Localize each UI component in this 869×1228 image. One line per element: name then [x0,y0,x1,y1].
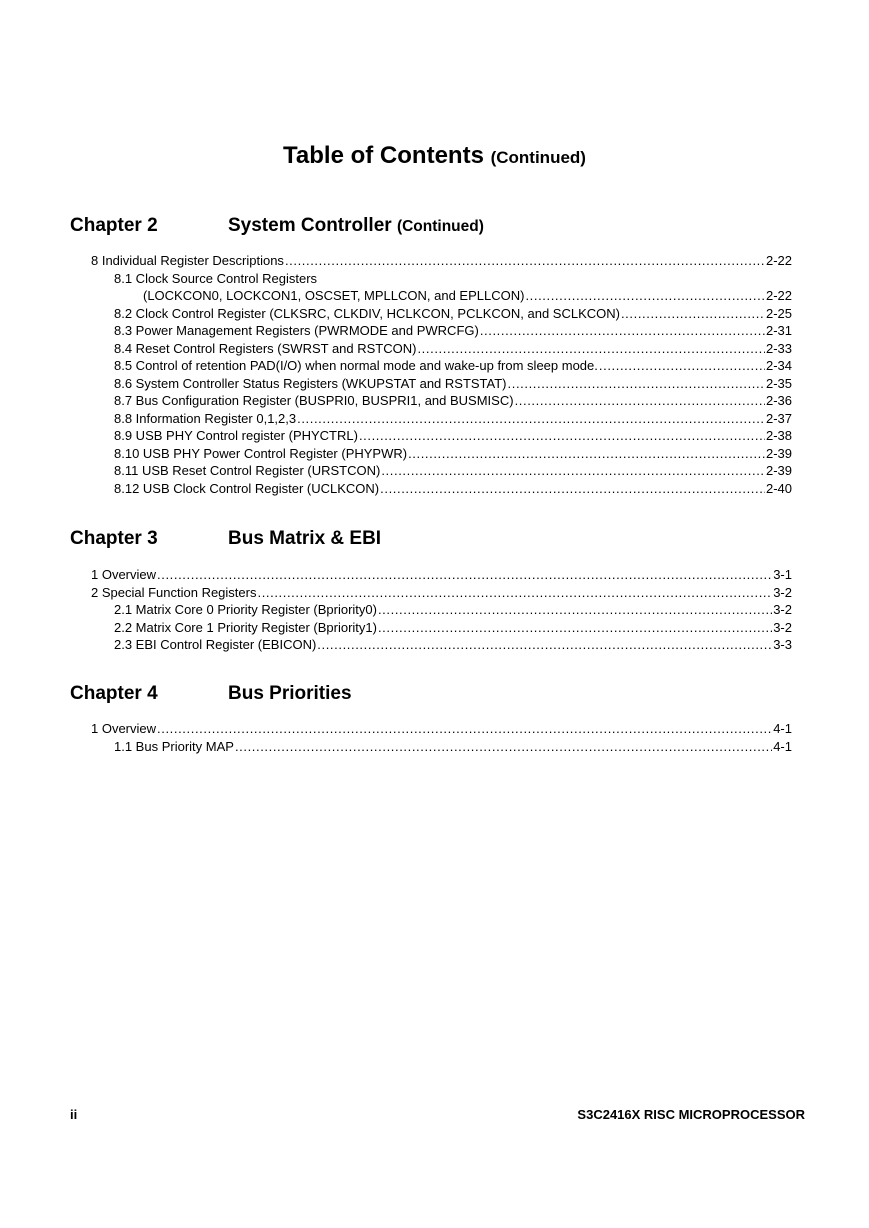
toc-entry-page: 2-39 [765,445,792,461]
toc-entry-text: 1.1 Bus Priority MAP [114,738,234,754]
toc-leader-dots [599,357,765,375]
toc-entry-page: 2-35 [765,375,792,391]
toc-leader-dots [381,462,765,480]
toc-entry[interactable] [91,305,792,323]
toc-entry-page: 2-33 [765,340,792,356]
toc-entry[interactable] [91,738,792,756]
toc-entry[interactable] [91,357,792,375]
chapter-title-sub: (Continued) [396,218,484,235]
toc-entry-text: 8.5 Control of retention PAD(I/O) when normal mode and wake-up from sleep mode. [114,358,598,373]
toc-entry[interactable] [91,445,792,463]
toc-leader-dots [378,619,772,637]
toc-entry-page: 3-2 [773,584,792,600]
toc-entry-page: 4-1 [773,721,792,736]
toc-entry-page: 2-36 [765,393,792,408]
chapter-4-toc [91,720,792,755]
toc-leader-dots [417,340,765,358]
toc-entry-page: 2-22 [765,253,792,268]
toc-entry-text: (LOCKCON0, LOCKCON1, OSCSET, MPLLCON, and EPLLCON) [143,288,525,303]
toc-entry[interactable] [91,720,792,738]
toc-leader-dots [515,392,765,410]
toc-entry[interactable] [91,566,792,584]
toc-entry[interactable] [91,584,792,602]
toc-leader-dots [157,566,772,584]
toc-entry-text: 8 Individual Register Descriptions [91,253,284,268]
toc-entry-text: 8.4 Reset Control Registers (SWRST and RSTCON) [114,340,417,356]
toc-entry-text: 8.11 USB Reset Control Register (URSTCON) [114,463,381,478]
toc-entry[interactable] [91,340,792,358]
toc-entry-page: 3-3 [773,637,792,652]
toc-entry-text: 2.2 Matrix Core 1 Priority Register (Bpriority1) [114,619,377,635]
toc-entry[interactable] [91,322,792,340]
toc-entry-text: 1 Overview [91,721,157,736]
toc-entry-page: 3-2 [773,619,792,635]
toc-entry-text: 8.8 Information Register 0,1,2,3 [114,410,297,426]
toc-entry-text: 2 Special Function Registers [91,584,257,600]
toc-entry-page: 2-37 [765,410,792,426]
page-title-sub: (Continued) [490,148,586,167]
chapter-number: Chapter 4 [70,683,158,704]
chapter-2-toc [91,252,792,497]
toc-leader-dots [285,252,765,270]
toc-entry[interactable] [91,287,792,305]
toc-leader-dots [359,427,765,445]
toc-entry-text: 8.1 Clock Source Control Registers [114,270,318,286]
toc-entry-page: 3-2 [773,602,792,617]
toc-leader-dots [525,287,765,305]
toc-entry-page: 2-22 [765,288,792,303]
toc-entry-page: 2-38 [765,428,792,443]
chapter-3-toc [91,566,792,654]
toc-entry-text: 8.3 Power Management Registers (PWRMODE and PWRCFG) [114,323,479,338]
toc-entry-page: 2-39 [765,463,792,478]
chapter-name [228,213,484,240]
footer-product-name: S3C2416X RISC MICROPROCESSOR [577,1107,805,1122]
toc-entry[interactable] [91,392,792,410]
chapter-title: Bus Priorities [228,683,352,704]
toc-entry-text: 8.9 USB PHY Control register (PHYCTRL) [114,428,358,443]
toc-leader-dots [380,480,765,498]
chapter-number: Chapter 3 [70,528,158,549]
toc-leader-dots [480,322,765,340]
toc-entry-page: 3-1 [773,567,792,582]
toc-entry-text: 8.2 Clock Control Register (CLKSRC, CLKDIV, HCLKCON, PCLKCON, and SCLKCON) [114,305,620,321]
toc-leader-dots [297,410,765,428]
page-title-main: Table of Contents [283,142,484,169]
toc-entry-text: 2.1 Matrix Core 0 Priority Register (Bpriority0) [114,602,377,617]
toc-entry-page: 2-34 [765,358,792,373]
page-title [0,138,869,176]
chapter-number: Chapter 2 [70,215,158,236]
toc-entry-page: 2-40 [765,480,792,496]
toc-entry[interactable] [91,375,792,393]
chapter-title: System Controller [228,215,392,236]
toc-entry-text: 1 Overview [91,567,157,582]
toc-entry[interactable] [91,410,792,428]
toc-entry-text: 8.12 USB Clock Control Register (UCLKCON) [114,480,380,496]
toc-entry[interactable] [91,480,792,498]
toc-entry-page: 4-1 [773,738,792,754]
toc-entry-page: 2-31 [765,323,792,338]
toc-leader-dots [257,584,772,602]
toc-entry-text: 2.3 EBI Control Register (EBICON) [114,637,317,652]
toc-entry[interactable] [91,462,792,480]
toc-leader-dots [508,375,765,393]
footer-page-number: ii [70,1107,78,1122]
toc-leader-dots [317,636,772,654]
toc-entry[interactable] [91,619,792,637]
toc-entry[interactable] [91,601,792,619]
toc-entry-text: 8.7 Bus Configuration Register (BUSPRI0, BUSPRI1, and BUSMISC) [114,393,514,408]
toc-leader-dots [408,445,765,463]
toc-entry-text: 8.6 System Controller Status Registers (WKUPSTAT and RSTSTAT) [114,375,507,391]
toc-entry-page: 2-25 [765,305,792,321]
toc-leader-dots [621,305,765,323]
toc-leader-dots [157,720,772,738]
toc-leader-dots [378,601,772,619]
toc-entry[interactable] [91,270,792,288]
toc-entry-text: 8.10 USB PHY Power Control Register (PHYPWR) [114,445,408,461]
chapter-title: Bus Matrix & EBI [228,528,382,549]
toc-leader-dots [235,738,772,756]
toc-entry[interactable] [91,427,792,445]
toc-entry[interactable] [91,252,792,270]
toc-entry[interactable] [91,636,792,654]
